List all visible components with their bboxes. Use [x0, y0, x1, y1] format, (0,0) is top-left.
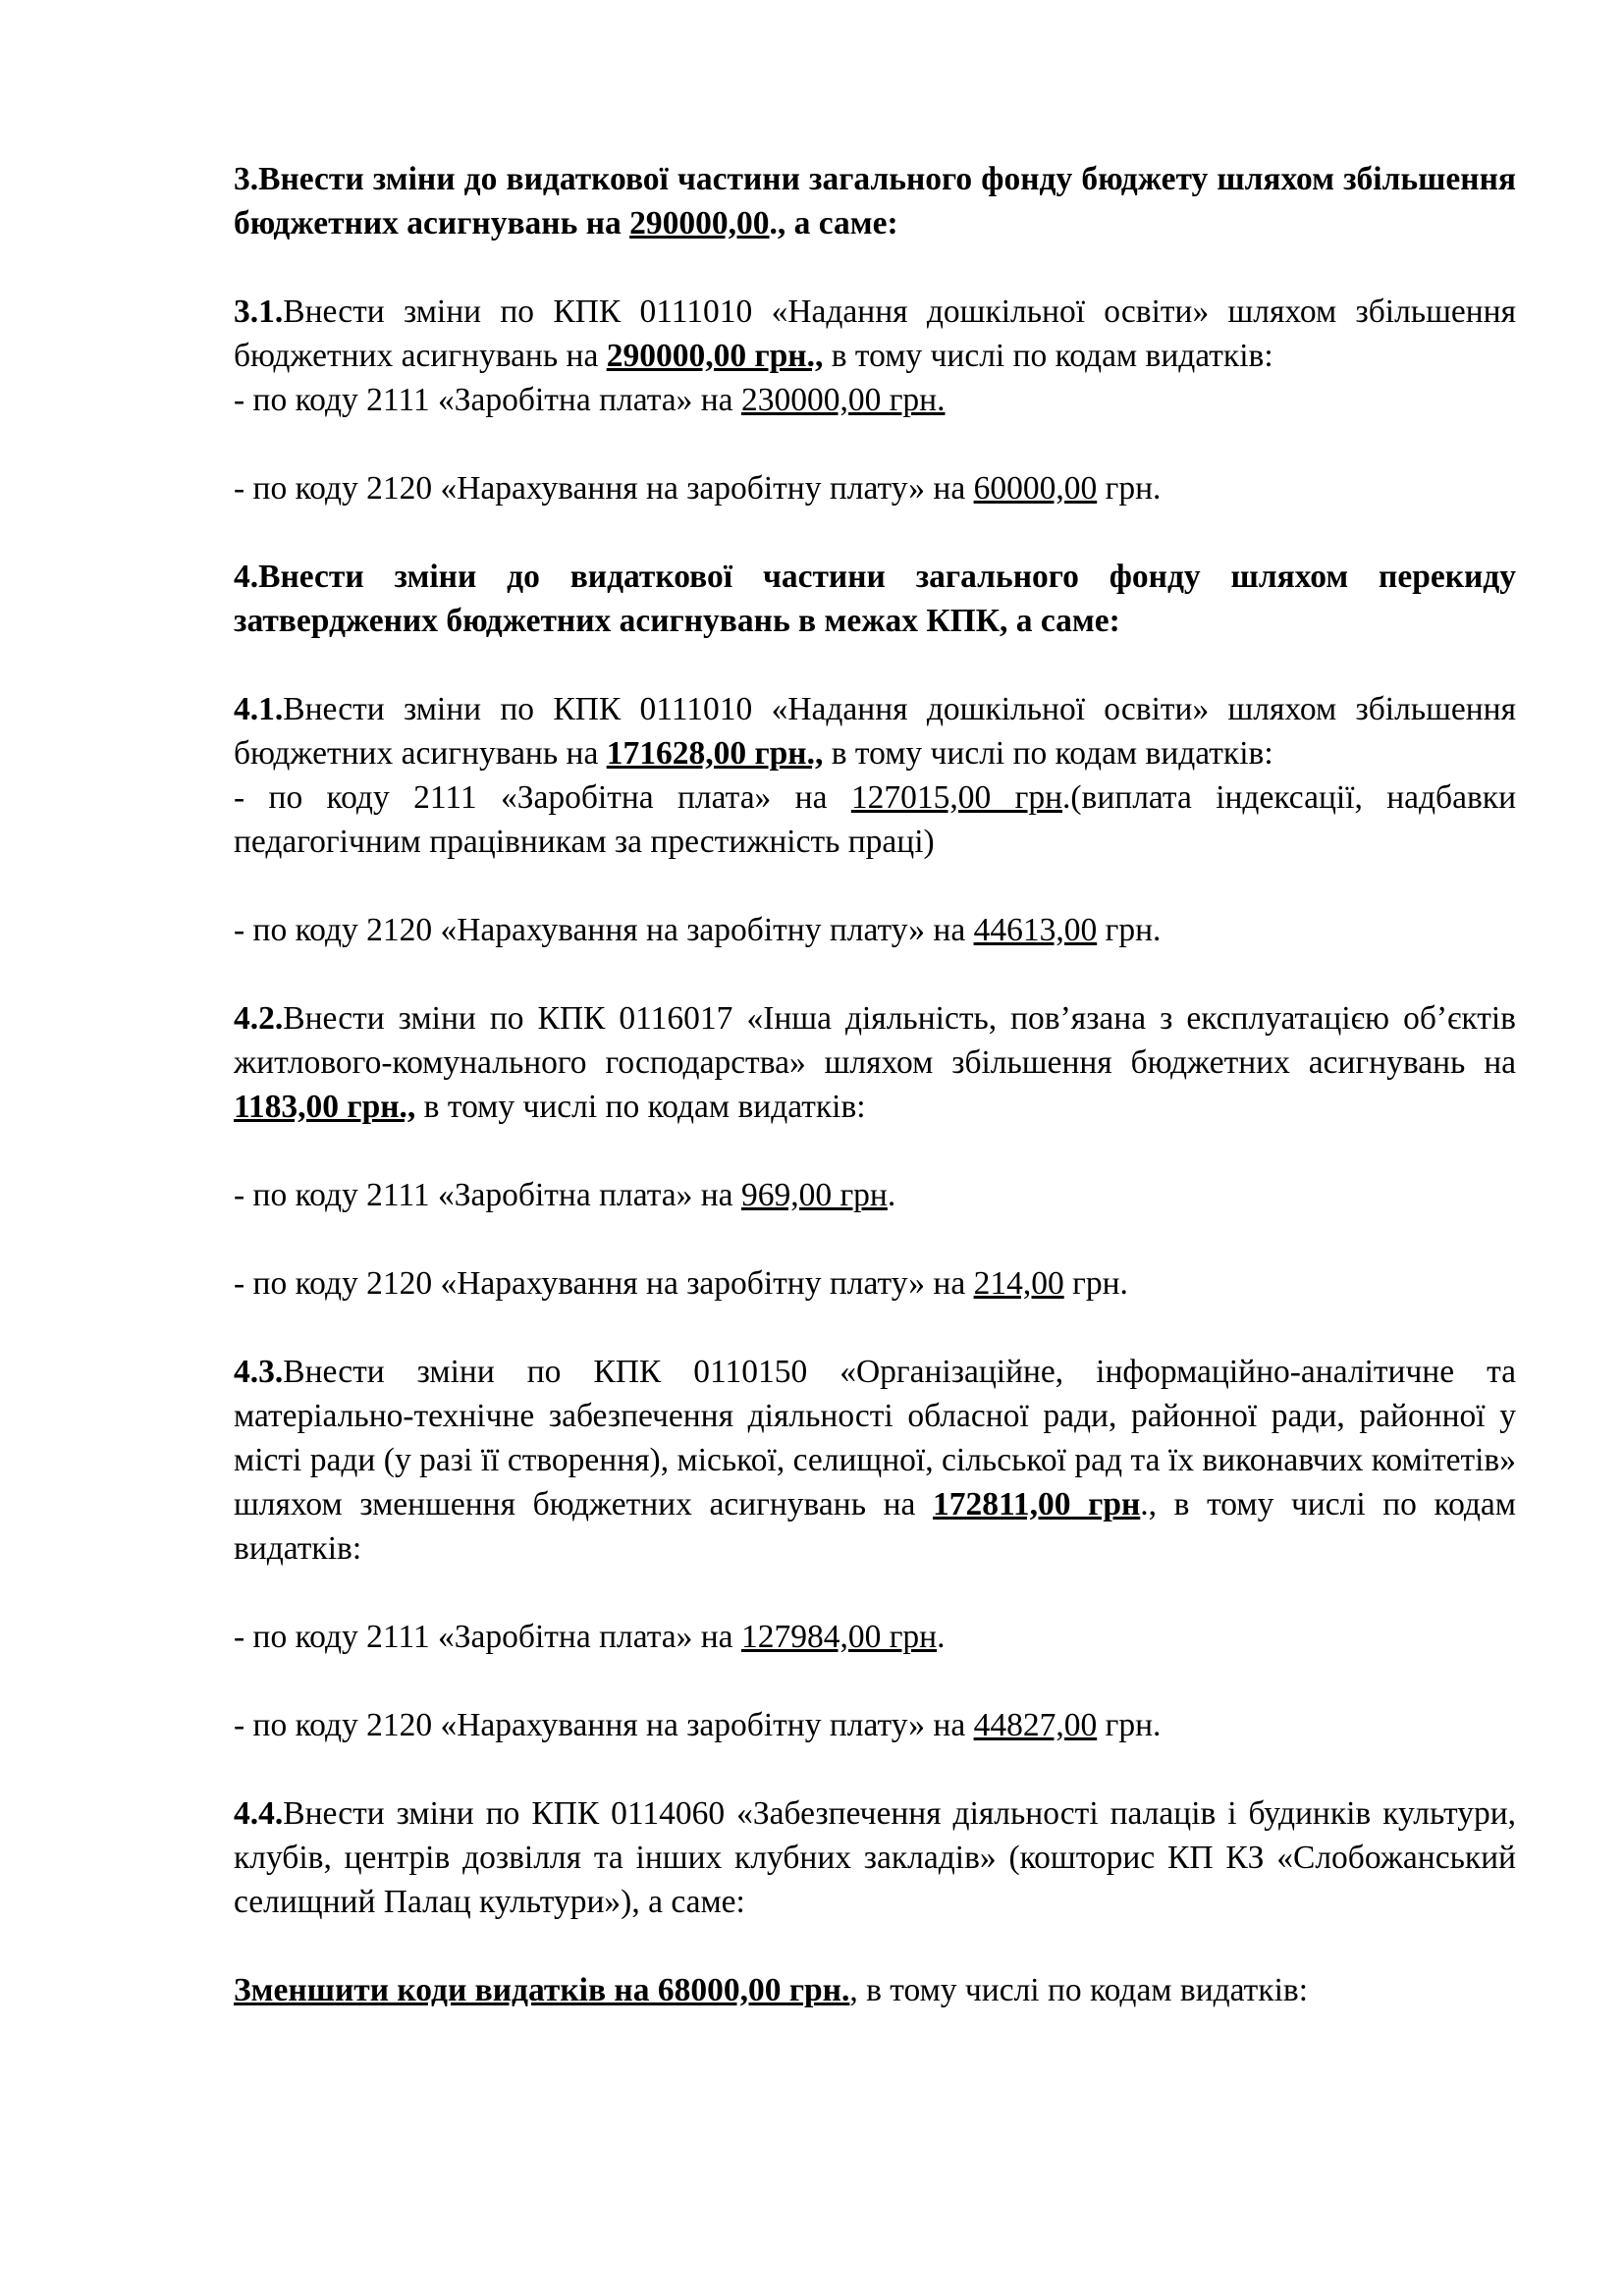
code-2120-label: - по коду 2120 «Нарахування на заробітну плату» на [234, 912, 974, 948]
section-3-heading-tail: ., а саме: [769, 205, 898, 241]
section-4-4-reduce-amount: Зменшити коди видатків на 68000,00 грн. [234, 1972, 850, 2008]
code-2120-label: - по коду 2120 «Нарахування на заробітну плату» на [234, 470, 974, 507]
code-2120-amount: 44827,00 [973, 1707, 1098, 1743]
spacer [234, 245, 1516, 290]
section-3-1-tail: в тому числі по кодам видатків: [823, 338, 1273, 374]
section-4-2-number: 4.2. [234, 1000, 284, 1037]
section-3-1-code-2111 [234, 378, 1516, 422]
section-4-3-paragraph [234, 1350, 1516, 1571]
section-3-1-code-2120 [234, 466, 1516, 510]
code-2111-amount: 127984,00 грн [740, 1619, 938, 1655]
code-2111-note: .(виплата індексації, надбавки педагогічним працівникам за престижність праці) [234, 779, 1516, 860]
spacer [234, 422, 1516, 466]
spacer [234, 1129, 1516, 1173]
section-4-4-paragraph [234, 1791, 1516, 1924]
section-4-1-code-2120 [234, 908, 1516, 952]
code-2111-label: - по коду 2111 «Заробітна плата» на [234, 1619, 741, 1655]
section-4-1-paragraph [234, 687, 1516, 775]
spacer [234, 864, 1516, 908]
section-3-heading-text: 3.Внести зміни до видаткової частини загального фонду бюджету шляхом збільшення бюджетних асигнувань на [234, 161, 1516, 241]
code-2120-unit: грн. [1063, 1265, 1128, 1302]
code-2111-label: - по коду 2111 «Заробітна плата» на [234, 779, 851, 816]
code-2111-unit: . [887, 1177, 896, 1213]
section-3-amount: 290000,00 [629, 205, 770, 241]
code-2120-label: - по коду 2120 «Нарахування на заробітну плату» на [234, 1707, 974, 1743]
section-4-heading: 4.Внести зміни до видаткової частини загального фонду шляхом перекиду затверджених бюджетних асигнувань в межах КПК, а саме: [234, 559, 1516, 639]
spacer [234, 1747, 1516, 1791]
code-2120-amount: 214,00 [973, 1265, 1064, 1302]
section-4-2-paragraph [234, 996, 1516, 1129]
section-4-1-tail: в тому числі по кодам видатків: [823, 735, 1273, 772]
section-4-3-code-2120 [234, 1703, 1516, 1747]
document-body [234, 157, 1516, 2012]
section-4-2-code-2111 [234, 1173, 1516, 1217]
code-2120-amount: 44613,00 [973, 912, 1098, 948]
spacer [234, 1306, 1516, 1350]
section-3-1-text: Внести зміни по КПК 0111010 «Надання дошкільної освіти» шляхом збільшення бюджетних асигнувань на [234, 294, 1516, 374]
code-2111-label: - по коду 2111 «Заробітна плата» на [234, 382, 741, 418]
section-3-heading [234, 157, 1516, 245]
section-4-2-code-2120 [234, 1261, 1516, 1306]
code-2120-unit: грн. [1097, 470, 1162, 507]
section-4-3-number: 4.3. [234, 1354, 284, 1390]
spacer [234, 1659, 1516, 1703]
section-4-3-text: Внести зміни по КПК 0110150 «Організаційне, інформаційно-аналітичне та матеріально-технічне забезпечення діяльності обласної ради, районної ради, районної у місті ради (у разі її створення), міської, селищної, сільської рад та їх виконавчих комітетів» шляхом зменшення бюджетних асигнувань на [234, 1354, 1516, 1522]
spacer [234, 1571, 1516, 1615]
section-4-3-tail: ., в тому числі по кодам видатків: [234, 1486, 1516, 1567]
section-4-2-tail: в тому числі по кодам видатків: [415, 1089, 866, 1125]
section-4-3-amount: 172811,00 грн [933, 1486, 1141, 1522]
spacer [234, 510, 1516, 555]
spacer [234, 1924, 1516, 1968]
section-4-3-code-2111 [234, 1615, 1516, 1659]
section-4-4-number: 4.4. [234, 1795, 284, 1832]
section-4-4-reduce-tail: , в тому числі по кодам видатків: [849, 1972, 1309, 2008]
code-2120-amount: 60000,00 [973, 470, 1098, 507]
code-2111-amount: 969,00 грн [740, 1177, 888, 1213]
code-2120-label: - по коду 2120 «Нарахування на заробітну плату» на [234, 1265, 974, 1302]
section-4-2-text: Внести зміни по КПК 0116017 «Інша діяльність, пов’язана з експлуатацією об’єктів житлового-комунального господарства» шляхом збільшення бюджетних асигнувань на [234, 1000, 1516, 1081]
section-4-1-number: 4.1. [234, 691, 284, 727]
code-2111-amount: 127015,00 грн [850, 779, 1062, 816]
code-2111-unit: . [937, 1619, 946, 1655]
section-4-4-reduce [234, 1968, 1516, 2012]
code-2111-label: - по коду 2111 «Заробітна плата» на [234, 1177, 741, 1213]
section-3-1-paragraph [234, 290, 1516, 378]
code-2120-unit: грн. [1097, 1707, 1162, 1743]
section-4-1-text: Внести зміни по КПК 0111010 «Надання дошкільної освіти» шляхом збільшення бюджетних асигнувань на [234, 691, 1516, 772]
section-3-1-number: 3.1. [234, 294, 284, 330]
section-4-1-code-2111 [234, 775, 1516, 864]
section-4-4-text: Внести зміни по КПК 0114060 «Забезпечення діяльності палаців і будинків культури, клубів, центрів дозвілля та інших клубних закладів» (кошторис КП КЗ «Слобожанський селищний Палац культури»), а саме: [234, 1795, 1516, 1920]
code-2120-unit: грн. [1097, 912, 1162, 948]
section-3-1-amount: 290000,00 грн., [606, 338, 824, 374]
section-4-1-amount: 171628,00 грн., [606, 735, 824, 772]
section-4-2-amount: 1183,00 грн., [234, 1089, 416, 1125]
spacer [234, 952, 1516, 996]
spacer [234, 643, 1516, 687]
code-2111-amount: 230000,00 грн. [740, 382, 946, 418]
spacer [234, 1217, 1516, 1261]
